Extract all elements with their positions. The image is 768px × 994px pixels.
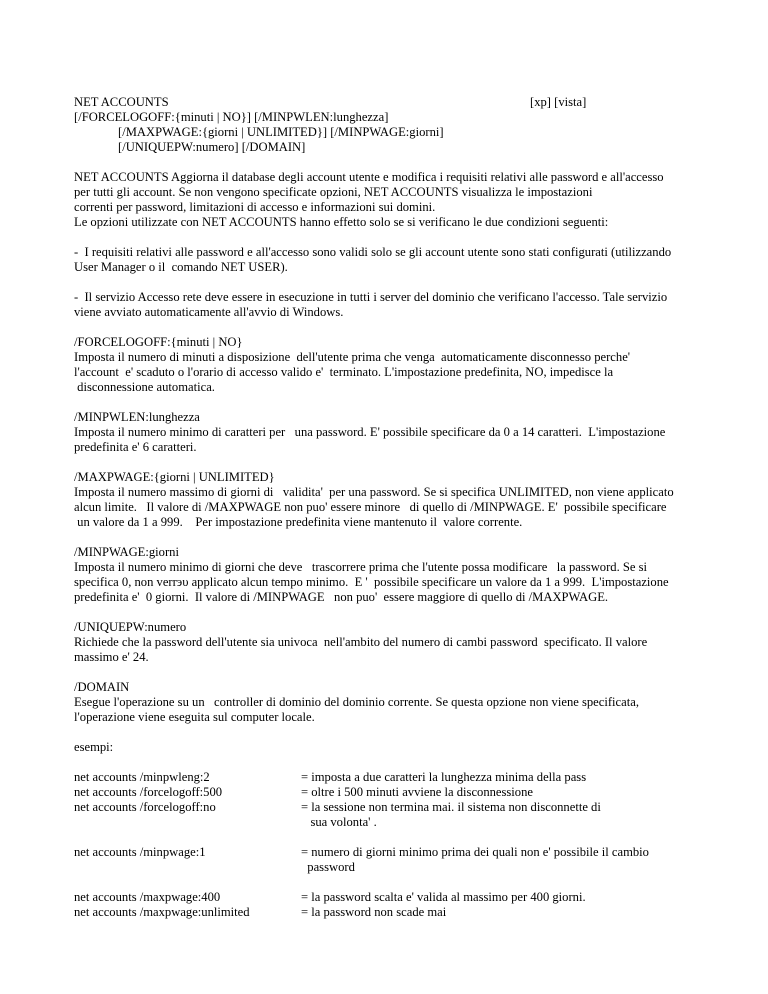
option-forcelogoff <box>74 335 714 395</box>
example-description: = numero di giorni minimo prima dei quali non e' possibile il cambio <box>301 845 649 859</box>
command-title: NET ACCOUNTS <box>74 95 169 109</box>
condition-item <box>74 290 714 320</box>
option-description: Imposta il numero massimo di giorni di validita' per una password. Se si specifica UNLIMITED, non viene applicato <box>74 485 674 499</box>
example-row <box>74 890 714 905</box>
option-description: Esegue l'operazione su un controller di dominio del dominio corrente. Se questa opzione non viene specificata, <box>74 695 639 709</box>
option-description: un valore da 1 a 999. Per impostazione predefinita viene mantenuto il valore corrente. <box>74 515 523 529</box>
option-name: /MAXPWAGE:{giorni | UNLIMITED} <box>74 470 275 484</box>
os-tags: [xp] [vista] <box>530 95 587 109</box>
option-description: disconnessione automatica. <box>74 380 215 394</box>
example-command: net accounts /minpwage:1 <box>74 845 206 859</box>
option-description: Richiede che la password dell'utente sia univoca nell'ambito del numero di cambi password specificato. Il valore <box>74 635 648 649</box>
examples-heading: esempi: <box>74 740 114 754</box>
option-uniquepw <box>74 620 714 665</box>
example-description: password <box>301 860 355 874</box>
intro-line: Le opzioni utilizzate con NET ACCOUNTS hanno effetto solo se si verificano le due condizioni seguenti: <box>74 215 609 229</box>
examples-group <box>74 845 714 875</box>
option-maxpwage <box>74 470 714 530</box>
condition-line: - Il servizio Accesso rete deve essere in esecuzione in tutti i server del dominio che verificano l'accesso. Tale servizio <box>74 290 668 304</box>
syntax-line: [/FORCELOGOFF:{minuti | NO}] [/MINPWLEN:lunghezza] <box>74 110 389 124</box>
option-name: /DOMAIN <box>74 680 130 694</box>
option-minpwage <box>74 545 714 605</box>
syntax-line: [/UNIQUEPW:numero] [/DOMAIN] <box>118 140 306 154</box>
syntax-block <box>74 95 714 155</box>
example-row <box>74 800 714 815</box>
condition-line: - I requisiti relativi alle password e all'accesso sono validi solo se gli account utente sono stati configurati (utilizzando <box>74 245 672 259</box>
example-command: net accounts /forcelogoff:no <box>74 800 216 814</box>
condition-line: User Manager o il comando NET USER). <box>74 260 288 274</box>
example-description: = imposta a due caratteri la lunghezza minima della pass <box>301 770 587 784</box>
examples-group <box>74 890 714 920</box>
option-description: l'operazione viene eseguita sul computer locale. <box>74 710 315 724</box>
example-description: = la password scalta e' valida al massimo per 400 giorni. <box>301 890 586 904</box>
intro-line: per tutti gli account. Se non vengono specificate opzioni, NET ACCOUNTS visualizza le impostazioni <box>74 185 593 199</box>
option-name: /MINPWAGE:giorni <box>74 545 179 559</box>
example-row <box>74 845 714 860</box>
syntax-line: [/MAXPWAGE:{giorni | UNLIMITED}] [/MINPWAGE:giorni] <box>118 125 444 139</box>
option-description: specifica 0, non verrэυ applicato alcun tempo minimo. E ' possibile specificare un valore da 1 a 999. L'impostazione <box>74 575 669 589</box>
option-domain <box>74 680 714 725</box>
option-description: l'account e' scaduto o l'orario di accesso valido e' terminato. L'impostazione predefinita, NO, impedisce la <box>74 365 614 379</box>
example-row <box>74 785 714 800</box>
example-description: = oltre i 500 minuti avviene la disconnessione <box>301 785 533 799</box>
option-name: /MINPWLEN:lunghezza <box>74 410 200 424</box>
option-minpwlen <box>74 410 714 455</box>
example-row <box>74 770 714 785</box>
option-name: /FORCELOGOFF:{minuti | NO} <box>74 335 243 349</box>
example-description: sua volonta' . <box>301 815 377 829</box>
option-description: predefinita e' 0 giorni. Il valore di /MINPWAGE non puo' essere maggiore di quello di /MAXPWAGE. <box>74 590 609 604</box>
example-command: net accounts /maxpwage:unlimited <box>74 905 250 919</box>
option-name: /UNIQUEPW:numero <box>74 620 187 634</box>
example-row-continuation <box>74 815 714 830</box>
intro-line: NET ACCOUNTS Aggiorna il database degli account utente e modifica i requisiti relativi alle password e all'accesso <box>74 170 664 184</box>
example-command: net accounts /maxpwage:400 <box>74 890 221 904</box>
condition-line: viene avviato automaticamente all'avvio di Windows. <box>74 305 344 319</box>
example-row <box>74 905 714 920</box>
example-row-continuation <box>74 860 714 875</box>
example-command: net accounts /forcelogoff:500 <box>74 785 223 799</box>
intro-line: correnti per password, limitazioni di accesso e informazioni sui domini. <box>74 200 436 214</box>
example-command: net accounts /minpwleng:2 <box>74 770 210 784</box>
option-description: alcun limite. Il valore di /MAXPWAGE non puo' essere minore di quello di /MINPWAGE. E' possibile specificare <box>74 500 667 514</box>
example-description: = la password non scade mai <box>301 905 447 919</box>
condition-item <box>74 245 714 275</box>
option-description: massimo e' 24. <box>74 650 149 664</box>
option-description: Imposta il numero minimo di giorni che deve trascorrere prima che l'utente possa modificare la password. Se si <box>74 560 648 574</box>
option-description: Imposta il numero minimo di caratteri per una password. E' possibile specificare da 0 a 14 caratteri. L'impostazione <box>74 425 666 439</box>
option-description: Imposta il numero di minuti a disposizione dell'utente prima che venga automaticamente disconnesso perche' <box>74 350 631 364</box>
option-description: predefinita e' 6 caratteri. <box>74 440 197 454</box>
example-description: = la sessione non termina mai. il sistema non disconnette di <box>301 800 601 814</box>
examples-group <box>74 770 714 830</box>
intro-paragraph <box>74 170 714 230</box>
document-page <box>74 95 714 920</box>
